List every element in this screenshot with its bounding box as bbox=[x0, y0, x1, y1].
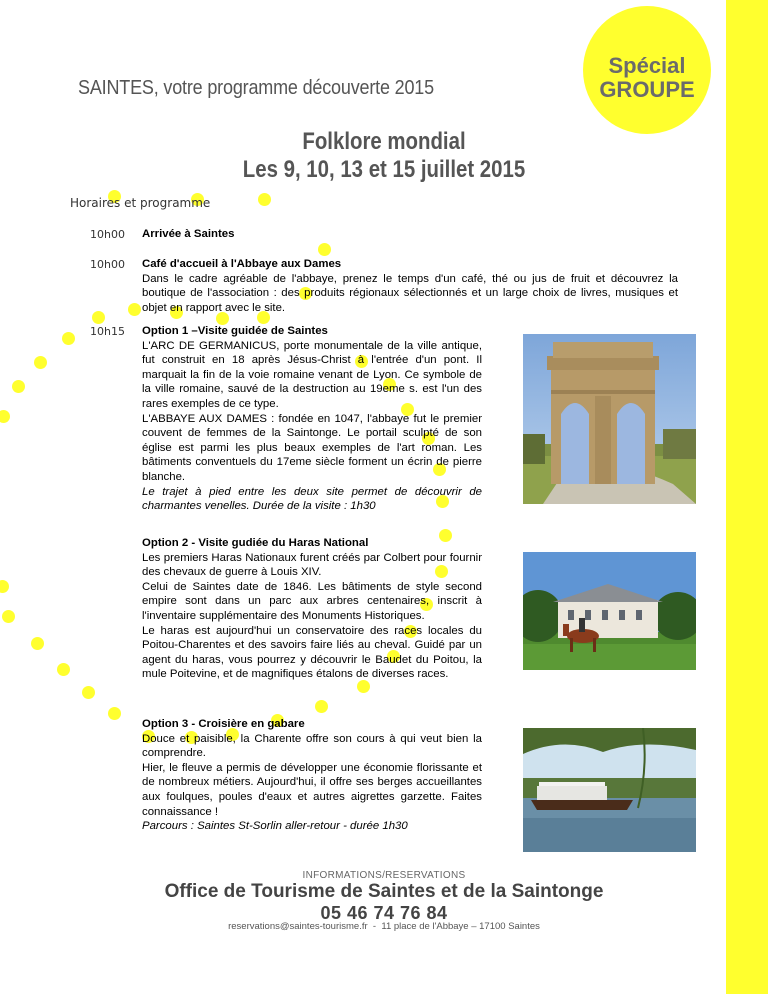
program-title: SAINTES, votre programme découverte 2015 bbox=[78, 77, 434, 99]
item-title: Arrivée à Saintes bbox=[142, 228, 235, 240]
email-link[interactable]: reservations@saintes-tourisme.fr bbox=[228, 921, 368, 932]
gabare-boat-photo bbox=[523, 728, 696, 852]
option-paragraph: Celui de Saintes date de 1846. Les bâtiments de style second empire sont dans un parc aux arbres centenaires, inscrit à l'inventaire supplémentaire des Monuments Historiques. bbox=[142, 580, 482, 622]
phone-number: 05 46 74 76 84 bbox=[320, 903, 448, 923]
separator: - bbox=[372, 921, 377, 932]
option-title: Option 2 - Visite gudiée du Haras National bbox=[142, 537, 369, 549]
item-text: Dans le cadre agréable de l'abbaye, prenez le temps d'un café, thé ou jus de fruit et découvrez la boutique de l'association : des produits régionaux sélectionnés et un large choix de livres, musiques et objet en rapport avec le site. bbox=[142, 272, 678, 314]
option-paragraph: Le haras est aujourd'hui un conservatoire des races locales du Poitou-Charentes et des savoirs faire liés au cheval. Guidé par un agent du haras, vous pourrez y découvrir le Baudet du Poitou, la mule Poitevine, et de magnifiques étalons de diverses races. bbox=[142, 624, 482, 681]
item-title: Café d'accueil à l'Abbaye aux Dames bbox=[142, 258, 342, 270]
option-paragraph: Les premiers Haras Nationaux furent créés par Colbert pour fournir des chevaux de guerre à Louis XIV. bbox=[142, 551, 482, 579]
option-2 bbox=[142, 536, 482, 682]
haras-horse-photo bbox=[523, 552, 696, 670]
badge-line-2: GROUPE bbox=[599, 77, 695, 102]
option-paragraph: Hier, le fleuve a permis de développer une économie florissante et de nombreux métiers. Aujourd'hui, il offre ses berges accueillantes aux foulques, poules d'eaux et autres aigrettes garzette. Faites connaissance ! bbox=[142, 761, 482, 818]
reservations-label: INFORMATIONS/RESERVATIONS bbox=[302, 870, 466, 881]
special-group-badge bbox=[583, 6, 711, 134]
badge-line-1: Spécial bbox=[608, 53, 686, 78]
address: 11 place de l'Abbaye – 17100 Saintes bbox=[381, 921, 540, 932]
schedule-item-arrival bbox=[142, 227, 682, 242]
time-label: 10h00 bbox=[90, 228, 125, 241]
option-paragraph: Douce et paisible, la Charente offre son cours à qui veut bien la comprendre. bbox=[142, 732, 482, 760]
schedule-item-cafe bbox=[142, 257, 678, 315]
contact-line bbox=[0, 921, 768, 932]
option-paragraph: L'ARC DE GERMANICUS, porte monumentale de la ville antique, fut construit en 18 après Jésus-Christ à l'entrée d'un pont. Il marquait la fin de la voie romaine venant de Lyon. Ce symbole de la ville romaine, sauvé de la destruction au 19eme s. est l'un des rares exemples de ce type. bbox=[142, 339, 482, 410]
option-paragraph: L'ABBAYE AUX DAMES : fondée en 1047, l'abbaye fut le premier couvent de femmes de la Saintonge. Le portail sculpté de son église est parmi les plus beaux exemples de l'art roman. Les bâtiments conventuels du 17eme siècle forment un écrin de pierre blanche. bbox=[142, 412, 482, 483]
event-dates: Les 9, 10, 13 et 15 juillet 2015 bbox=[242, 156, 526, 183]
option-1 bbox=[142, 324, 482, 514]
option-title: Option 1 –Visite guidée de Saintes bbox=[142, 325, 328, 337]
option-title: Option 3 - Croisière en gabare bbox=[142, 718, 305, 730]
option-3 bbox=[142, 717, 482, 834]
tourism-office-name: Office de Tourisme de Saintes et de la Saintonge bbox=[164, 881, 604, 902]
schedule-heading: Horaires et programme bbox=[70, 196, 211, 210]
option-note: Parcours : Saintes St-Sorlin aller-retour - durée 1h30 bbox=[142, 820, 408, 833]
time-label: 10h00 bbox=[90, 258, 125, 271]
option-note: Le trajet à pied entre les deux site permet de découvrir de charmantes venelles. Durée de la visite : 1h30 bbox=[142, 485, 482, 513]
time-label: 10h15 bbox=[90, 325, 125, 338]
arch-of-germanicus-photo bbox=[523, 334, 696, 504]
decorative-yellow-bar bbox=[726, 0, 768, 994]
event-title: Folklore mondial bbox=[302, 128, 466, 155]
